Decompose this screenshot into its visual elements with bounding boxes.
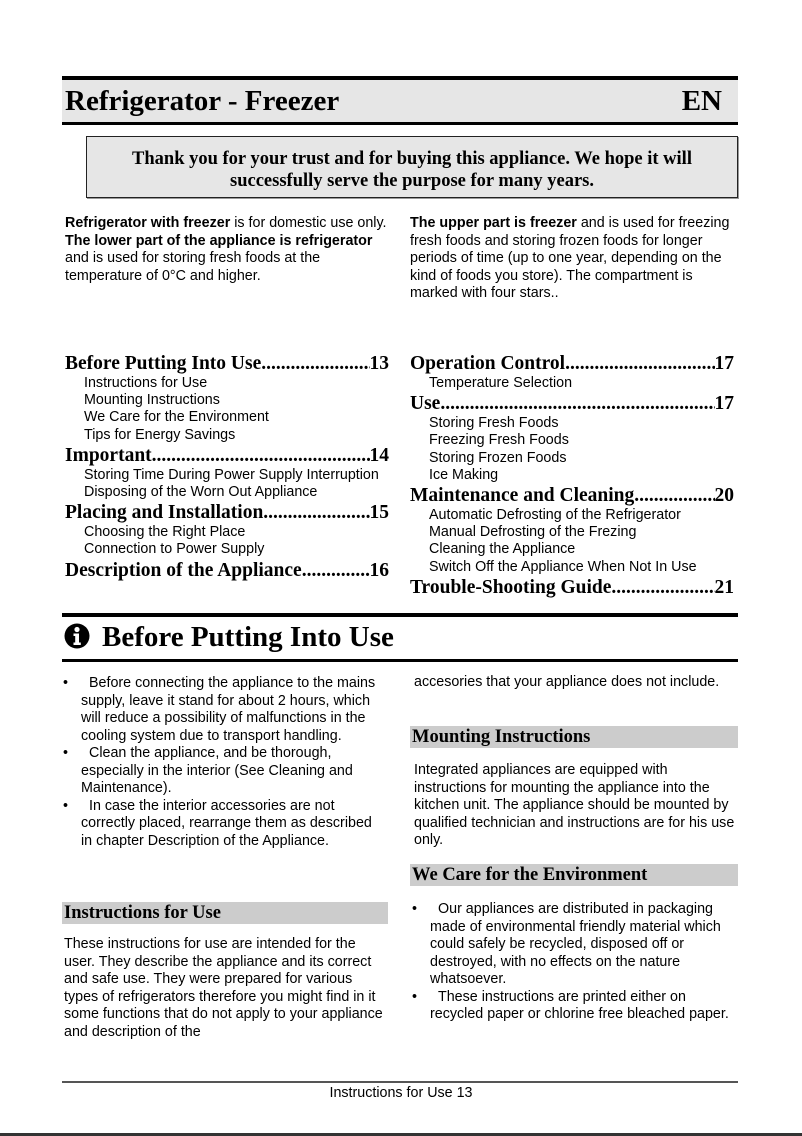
- toc-subitem[interactable]: Disposing of the Worn Out Appliance: [84, 484, 318, 501]
- toc-entry-title: Operation Control: [410, 353, 566, 374]
- list-item: [63, 745, 381, 798]
- subheading-instructions-for-use: Instructions for Use: [62, 902, 388, 924]
- instructions-for-use-text: These instructions for use are intended for the user. They describe the appliance and its correct and safe use. They were prepared for various types of refrigerators therefore you might find in it some functions that do not apply to your appliance and description of the: [64, 936, 383, 1040]
- bullet-rest: especially in the interior (See Cleaning and Maintenance).: [81, 762, 353, 796]
- page-footer: Instructions for Use 13: [329, 1085, 473, 1101]
- toc-page-number: 17: [714, 393, 734, 415]
- toc-subitem[interactable]: Freezing Fresh Foods: [429, 432, 569, 449]
- bullet-lead: Clean the appliance, and be thorough,: [89, 745, 332, 761]
- bullet-rest: mains supply, leave it stand for about 2 hours, which will reduce a possibility of malfunctions in the cooling system due to transport handling.: [81, 675, 376, 744]
- toc-leader-dots: [634, 484, 714, 507]
- bullet-lead: Before connecting the appliance to the: [89, 675, 334, 691]
- environment-section: [412, 901, 738, 1024]
- list-item: [63, 798, 381, 851]
- toc-leader-dots: [302, 559, 370, 582]
- thank-you-line-1: Thank you for your trust and for buying this appliance. We hope it will: [132, 149, 692, 169]
- toc-subitem[interactable]: Manual Defrosting of the Frezing: [429, 524, 637, 541]
- toc-page-number: 15: [369, 502, 389, 524]
- toc-entry-title: Important: [65, 444, 152, 466]
- body-left-column: [63, 675, 381, 850]
- toc-subitem[interactable]: Tips for Energy Savings: [84, 426, 236, 443]
- precaution-list: [63, 675, 381, 850]
- toc-page-number: 20: [714, 485, 734, 507]
- toc-page-number: 16: [369, 559, 389, 581]
- toc-entry-description-of-appliance[interactable]: [65, 559, 389, 582]
- toc-leader-dots: [263, 501, 369, 524]
- toc-left-column: [65, 352, 389, 582]
- intro-left-p1-bold: Refrigerator with freezer: [65, 215, 231, 231]
- toc-subitem[interactable]: Storing Fresh Foods: [429, 415, 559, 432]
- language-code: EN: [681, 85, 722, 117]
- subheading-mounting-instructions: Mounting Instructions: [410, 726, 738, 748]
- intro-left: [65, 215, 390, 285]
- section-title: Before Putting Into Use: [102, 621, 394, 653]
- toc-subitem[interactable]: Automatic Defrosting of the Refrigerator: [429, 507, 681, 524]
- mounting-instructions-text: Integrated appliances are equipped with instructions for mounting the appliance into the kitchen unit. The appliance should be mounted by qualified technician and instructions are for his use only.: [414, 762, 735, 848]
- section-header: [62, 613, 738, 662]
- toc-page-number: 21: [714, 576, 734, 598]
- thank-you-box: [86, 136, 738, 198]
- toc-entry-title: Trouble-Shooting Guide: [410, 576, 612, 598]
- list-item: [412, 989, 738, 1024]
- intro-left-p2-bold: The lower part of the appliance is refrigerator: [65, 232, 373, 249]
- toc-entry-before-putting-into-use[interactable]: [65, 352, 389, 375]
- toc-page-number: 17: [714, 353, 734, 374]
- toc-leader-dots: [440, 392, 714, 415]
- instructions-for-use-continued: accesories that your appliance does not include.: [414, 674, 720, 690]
- toc-entry-title: Maintenance and Cleaning: [410, 485, 635, 507]
- intro-right-p1-bold: The upper part is freezer: [410, 215, 577, 231]
- toc-entry-title: Placing and Installation: [65, 502, 264, 524]
- intro-right-p1-rest: and is used for freezing fresh foods and storing frozen foods for longer periods of time (up to one year, depending on the kind of foods you store). The compartment is marked with four stars..: [410, 215, 730, 301]
- list-item: [63, 675, 381, 745]
- toc-entry-important[interactable]: [65, 444, 389, 467]
- environment-list: [412, 901, 738, 1024]
- toc-entry-placing-and-installation[interactable]: [65, 501, 389, 524]
- toc-leader-dots: [611, 576, 714, 599]
- list-item: [412, 901, 738, 989]
- document-title: Refrigerator - Freezer: [65, 85, 340, 117]
- toc-subitem[interactable]: Mounting Instructions: [84, 392, 220, 409]
- intro-left-p2-rest: and is used for storing fresh foods at the temperature of 0°C and higher.: [65, 250, 321, 284]
- bullet-lead: Our appliances are distributed in packaging: [438, 901, 713, 917]
- footer-rule: [62, 1081, 738, 1083]
- toc-subitem[interactable]: Switch Off the Appliance When Not In Use: [429, 558, 697, 575]
- bullet-rest: recycled paper or chlorine free bleached paper.: [430, 1006, 729, 1022]
- thank-you-line-2: successfully serve the purpose for many years.: [230, 171, 594, 191]
- toc-subitem[interactable]: Ice Making: [429, 466, 499, 483]
- info-icon: [64, 623, 90, 649]
- intro-left-p1: [65, 215, 390, 233]
- toc-entry-use[interactable]: [410, 392, 734, 415]
- intro-right: [410, 215, 740, 303]
- toc-entry-operation-control[interactable]: [410, 352, 734, 375]
- toc-page-number: 14: [369, 444, 389, 466]
- toc-leader-dots: [565, 352, 714, 375]
- intro-left-p2: [65, 233, 390, 286]
- toc-subitem[interactable]: Storing Time During Power Supply Interruption: [84, 466, 379, 483]
- intro-right-p1: [410, 215, 740, 303]
- toc-right-column: [410, 352, 734, 599]
- toc-subitem[interactable]: Temperature Selection: [429, 375, 573, 391]
- intro-left-p1-rest: is for domestic use only.: [230, 215, 387, 231]
- toc-subitem[interactable]: We Care for the Environment: [84, 409, 269, 426]
- toc-entry-maintenance-and-cleaning[interactable]: [410, 484, 734, 507]
- toc-subitem[interactable]: Cleaning the Appliance: [429, 541, 576, 558]
- toc-subitem[interactable]: Connection to Power Supply: [84, 541, 265, 558]
- bullet-lead: In case the interior accessories are not: [89, 797, 335, 814]
- bullet-rest: correctly placed, rearrange them as described in chapter Description of the Appliance.: [81, 815, 372, 849]
- toc-entry-title: Use: [410, 393, 441, 415]
- toc-leader-dots: [261, 352, 369, 375]
- bullet-lead: These instructions are printed either on: [438, 988, 686, 1005]
- toc-entry-trouble-shooting-guide[interactable]: [410, 576, 734, 599]
- toc-subitem[interactable]: Storing Frozen Foods: [429, 449, 567, 466]
- subheading-environment: We Care for the Environment: [410, 864, 738, 886]
- bullet-rest: made of environmental friendly material which could safely be recycled, disposed off or destroyed, with no effects on the nature whatsoever.: [430, 918, 721, 987]
- toc-subitem[interactable]: Choosing the Right Place: [84, 524, 246, 541]
- document-title-bar: [62, 76, 738, 125]
- toc-entry-title: Before Putting Into Use: [65, 353, 262, 374]
- toc-page-number: 13: [369, 353, 389, 374]
- toc-leader-dots: [152, 444, 370, 467]
- toc-entry-title: Description of the Appliance: [65, 559, 302, 581]
- toc-subitem[interactable]: Instructions for Use: [84, 375, 208, 391]
